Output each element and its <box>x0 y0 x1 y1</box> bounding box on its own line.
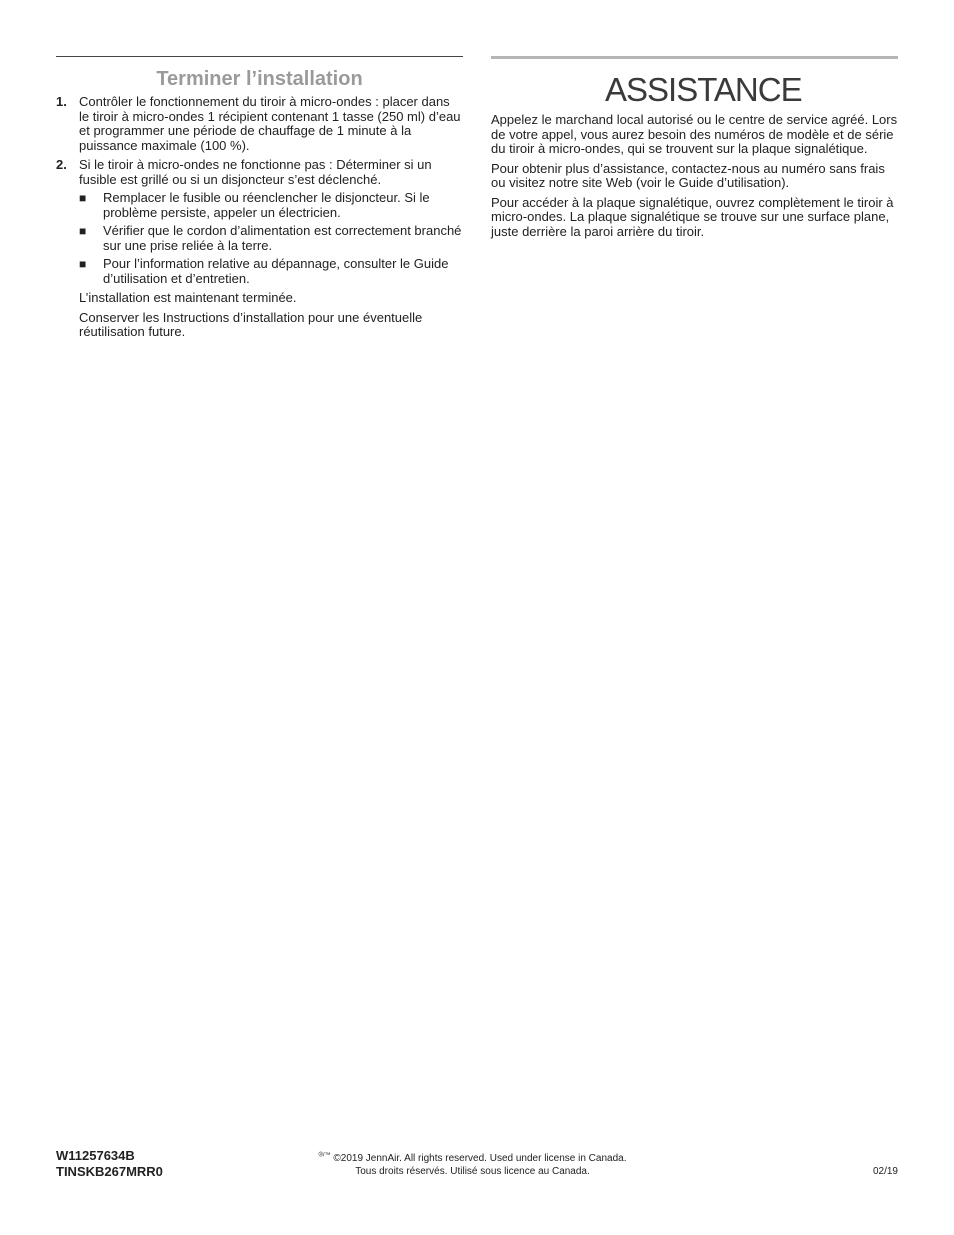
keep-instructions-note: Conserver les Instructions d’installation pour une éventuelle réutilisation future. <box>79 309 423 339</box>
part-number: W11257634B <box>56 1148 135 1163</box>
footer-codes <box>56 1148 163 1180</box>
assistance-paragraph: Appelez le marchand local autorisé ou le centre de service agréé. Lors de votre appel, vous aurez besoin des numéros de modèle et de série du tiroir à micro-ondes, qui se trouvent sur la plaque signalétique. <box>491 112 898 156</box>
step-text: Contrôler le fonctionnement du tiroir à micro-ondes : placer dans le tiroir à micro-ondes 1 récipient contenant 1 tasse (250 ml) d’eau et programmer une période de chauffage de 1 minute à la puissance maximale (100 %). <box>79 94 461 153</box>
step-number: 2. <box>56 157 67 172</box>
bullet-item <box>79 257 463 286</box>
assistance-title: ASSISTANCE <box>605 71 802 108</box>
copyright-line-2: Tous droits réservés. Utilisé sous licence au Canada. <box>355 1166 590 1177</box>
copyright-line-1 <box>270 1152 675 1165</box>
top-rule-right <box>491 56 898 59</box>
assistance-paragraph: Pour obtenir plus d’assistance, contactez-nous au numéro sans frais ou visitez notre site Web (voir le Guide d’utilisation). <box>491 160 885 190</box>
step-1 <box>56 95 463 153</box>
bullet-item <box>79 191 463 220</box>
installation-column <box>56 56 463 340</box>
step-text: Si le tiroir à micro-ondes ne fonctionne pas : Déterminer si un fusible est grillé ou si un disjoncteur s’est déclenché. <box>79 157 432 187</box>
bullet-text: Vérifier que le cordon d’alimentation est correctement branché sur une prise reliée à la terre. <box>103 223 462 253</box>
model-code: TINSKB267MRR0 <box>56 1164 163 1179</box>
assistance-column <box>491 56 898 244</box>
bullet-item <box>79 224 463 253</box>
trademark-symbols: ®/™ <box>318 1152 331 1159</box>
assistance-paragraph: Pour accéder à la plaque signalétique, ouvrez complètement le tiroir à micro-ondes. La plaque signalétique se trouve sur une surface plane, juste derrière la paroi arrière du tiroir. <box>491 194 894 239</box>
square-bullet-icon: ■ <box>79 191 87 205</box>
step-number: 1. <box>56 94 67 109</box>
bullet-text: Pour l’information relative au dépannage, consulter le Guide d’utilisation et d’entretien. <box>103 256 449 286</box>
completion-note: L’installation est maintenant terminée. <box>79 290 297 305</box>
section-title: Terminer l’installation <box>156 68 363 90</box>
square-bullet-icon: ■ <box>79 224 87 238</box>
square-bullet-icon: ■ <box>79 257 87 271</box>
copyright-notice <box>270 1152 675 1178</box>
copyright-text: ©2019 JennAir. All rights reserved. Used under license in Canada. <box>333 1153 627 1164</box>
bullet-text: Remplacer le fusible ou réenclencher le disjoncteur. Si le problème persiste, appeler un électricien. <box>103 190 430 220</box>
top-rule-left <box>56 56 463 57</box>
step-2 <box>56 158 463 286</box>
revision-date: 02/19 <box>872 1166 898 1177</box>
